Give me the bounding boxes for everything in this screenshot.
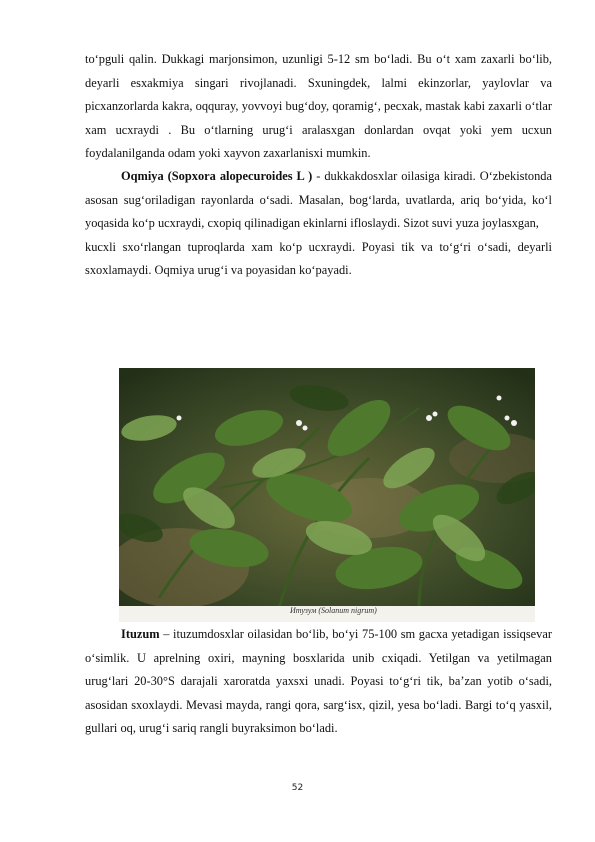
paragraph-oqmiya-text — [85, 165, 552, 236]
paragraph-ituzum — [85, 623, 552, 741]
paragraph-ituzum-text — [85, 623, 552, 741]
term-oqmiya: Oqmiya (Sopxora alopecuroides L ) — [121, 169, 313, 183]
oqmiya-description: - dukkakdosxlar oilasiga kiradi. O‘zbekistonda asosan sug‘oriladigan rayonlarda o‘sadi. Masalan, bog‘larda, uvatlarda, ariq bo‘yida, ko‘l yoqasida ko‘p ucxraydi, cxopiq qilinadigan ekinlarni ifloslaydi. Sizot suvi yuza joylasxgan, — [85, 169, 552, 230]
ituzum-description: – ituzumdosxlar oilasidan bo‘lib, bo‘yi 75-100 sm gacxa yetadigan issiqsevar o‘simlik. U aprelning oxiri, mayning bosxlarida unib cxiqadi. Yetilgan va yetilmagan urug‘lari 20-30°S darajali xaroratda yaxsxi unadi. Poyasi to‘g‘ri tik, ba’zan yotib o‘sadi, asosidan sxoxlaydi. Mevasi mayda, rangi qora, sarg‘isx, qizil, yesa bo‘ladi. Bargi to‘q yasxil, gullari oq, urug‘i sariq rangli buyraksimon bo‘ladi. — [85, 627, 552, 735]
paragraph-text: to‘pguli qalin. Dukkagi marjonsimon, uzunligi 5-12 sm bo‘ladi. Bu o‘t xam zaxarli bo‘lib, deyarli esxakmiya singari rivojlanadi. Sxuningdek, lalmi ekinzorlar, yaylovlar va picxanzorlarda kakra, oqquray, yovvoyi bug‘doy, qoramig‘, pecxak, mastak kabi zaxarli o‘tlar xam ucxraydi . Bu o‘tlarning urug‘i aralasxgan donlardan ovqat yoki yem ucxun foydalanilganda odam yoki xayvon zaxarlanisxi mumkin. — [85, 52, 552, 160]
paragraph-oqmiya — [85, 165, 552, 283]
figure-caption: Итузум (Solanum nigrum) — [290, 606, 377, 615]
paragraph-intro — [85, 48, 552, 166]
page-number: 52 — [291, 783, 304, 793]
term-ituzum: Ituzum — [121, 627, 160, 641]
plant-photo — [119, 368, 535, 613]
solanum-nigrum-illustration — [119, 368, 535, 613]
paragraph-oqmiya-continuation: kucxli sxo‘rlangan tuproqlarda xam ko‘p ucxraydi. Poyasi tik va to‘g‘ri o‘sadi, deyarli sxoxlamaydi. Oqmiya urug‘i va poyasidan ko‘payadi. — [85, 239, 552, 277]
